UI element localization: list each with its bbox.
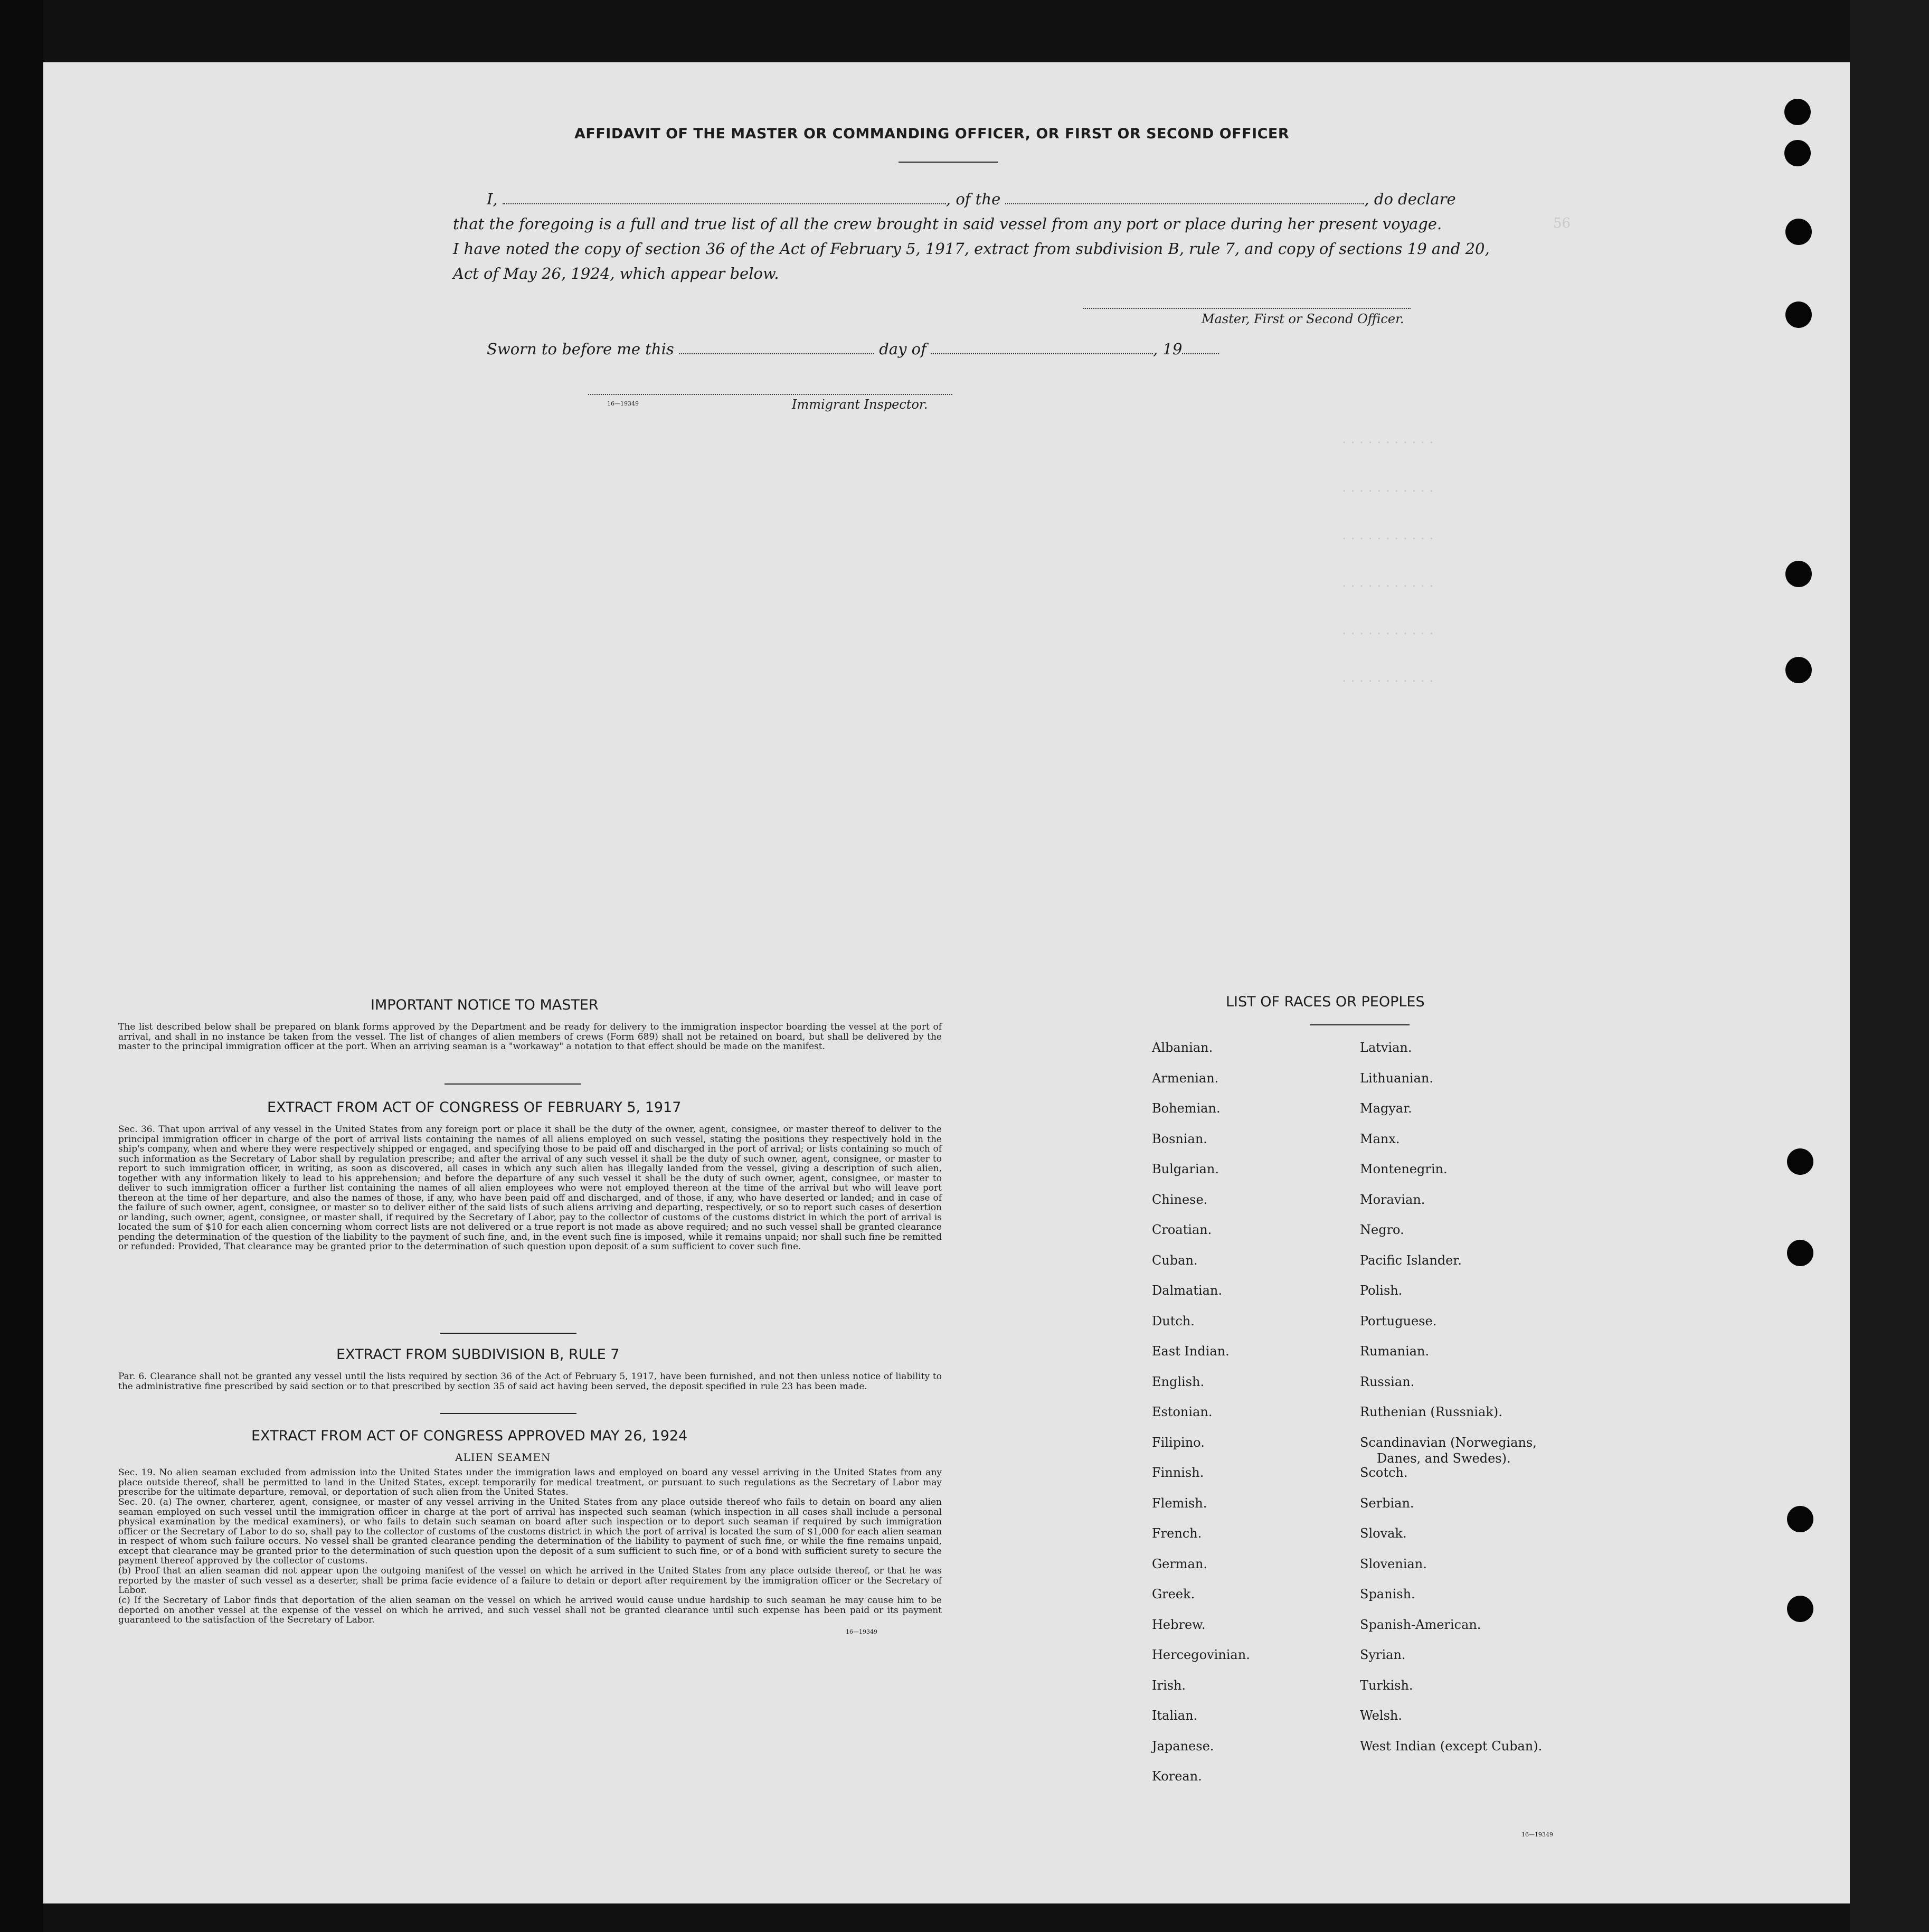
extract-rule7-title: EXTRACT FROM SUBDIVISION B, RULE 7 bbox=[336, 1346, 620, 1363]
affidavit-line-4: Act of May 26, 1924, which appear below. bbox=[453, 265, 779, 282]
inspector-signature-line[interactable] bbox=[588, 394, 952, 395]
races-title: LIST OF RACES OR PEOPLES bbox=[1226, 994, 1425, 1010]
race-item: Moravian. bbox=[1360, 1192, 1425, 1207]
extract-1917-title: EXTRACT FROM ACT OF CONGRESS OF FEBRUARY 5, 1917 bbox=[267, 1099, 682, 1116]
race-item: Rumanian. bbox=[1360, 1344, 1430, 1359]
race-item: Magyar. bbox=[1360, 1101, 1412, 1116]
race-item: Spanish. bbox=[1360, 1587, 1415, 1601]
race-item: Japanese. bbox=[1152, 1738, 1214, 1754]
punch-hole bbox=[1784, 140, 1811, 166]
affidavit-line-1 bbox=[487, 187, 1456, 212]
punch-hole bbox=[1787, 1596, 1813, 1622]
bleed-through-mark: . . . . . . . . . . . bbox=[1342, 622, 1434, 638]
punch-hole bbox=[1784, 99, 1811, 125]
race-item: Polish. bbox=[1360, 1283, 1403, 1298]
sworn-year: , 19 bbox=[1153, 340, 1183, 358]
scan-border-left bbox=[0, 0, 43, 1932]
race-item: Danes, and Swedes). bbox=[1377, 1450, 1511, 1466]
sworn-month-blank[interactable] bbox=[931, 343, 1153, 354]
race-item: French. bbox=[1152, 1526, 1202, 1541]
bleed-through-mark: . . . . . . . . . . . bbox=[1342, 670, 1434, 685]
race-item: Ruthenian (Russniak). bbox=[1360, 1405, 1502, 1419]
extract-1924-subtitle: ALIEN SEAMEN bbox=[455, 1451, 551, 1464]
race-item: Manx. bbox=[1360, 1131, 1400, 1146]
race-item: German. bbox=[1152, 1556, 1207, 1571]
bleed-through-mark: . . . . . . . . . . . bbox=[1342, 431, 1434, 447]
affidavit-declare: , do declare bbox=[1364, 190, 1456, 208]
affidavit-line-2: that the foregoing is a full and true list of all the crew brought in said vessel from any port or place during her present voyage. bbox=[453, 215, 1442, 233]
race-item: English. bbox=[1152, 1374, 1205, 1389]
race-item: Welsh. bbox=[1360, 1708, 1402, 1723]
bleed-through-mark: . . . . . . . . . . . bbox=[1342, 479, 1434, 495]
scan-border-right bbox=[1850, 0, 1929, 1932]
affidavit-title: AFFIDAVIT OF THE MASTER OR COMMANDING OFFICER, OR FIRST OR SECOND OFFICER bbox=[574, 126, 1290, 142]
race-item: Syrian. bbox=[1360, 1647, 1406, 1662]
master-name-blank[interactable] bbox=[503, 193, 946, 204]
extract-rule7-text: Par. 6. Clearance shall not be granted any vessel until the lists required by section 36 of the Act of February 5, 1917, have been furnished, and not then unless notice of liability to the administrative fine prescribed by said section or to that prescribed by section 35 of said act having been served, the deposit specified in rule 23 has been made. bbox=[118, 1371, 942, 1392]
extract-1924-form-number: 16—19349 bbox=[846, 1628, 877, 1635]
race-item: Latvian. bbox=[1360, 1040, 1412, 1055]
race-item: West Indian (except Cuban). bbox=[1360, 1738, 1543, 1754]
race-item: Greek. bbox=[1152, 1587, 1195, 1601]
race-item: Italian. bbox=[1152, 1708, 1198, 1723]
extract-1924-sec20c: (c) If the Secretary of Labor finds that deportation of the alien seaman on the vessel on which he arrived would cause undue hardship to such seaman he may cause him to be deported on another vessel at the expense of the vessel on which he arrived, and such vessel shall not be granted clearance until such expense has been paid or its payment guaranteed to the satisfaction of the Secretary of Labor. bbox=[118, 1595, 942, 1625]
punch-hole bbox=[1785, 657, 1812, 683]
extract-1917-divider bbox=[440, 1333, 576, 1334]
vessel-name-blank[interactable] bbox=[1005, 193, 1364, 204]
race-item: Serbian. bbox=[1360, 1495, 1414, 1511]
race-item: Bosnian. bbox=[1152, 1131, 1207, 1146]
races-form-number: 16—19349 bbox=[1521, 1831, 1553, 1838]
race-item: Scotch. bbox=[1360, 1465, 1408, 1480]
extract-1924-sec20a: Sec. 20. (a) The owner, charterer, agent, consignee, or master of any vessel arriving in the United States from any place outside thereof who fails to detain on board any alien seaman employed on such vessel until the immigration officer in charge at the port of arrival has inspected such seaman (which inspection in all cases shall include a personal physical examination by the medical examiners), or who fails to detain such seaman on board after such inspection or to deport such seaman if required by such immigration officer or the Secretary of Labor to do so, shall pay to the collector of customs of the customs district in which the port of arrival is located the sum of $1,000 for each alien seaman in respect of whom such failure occurs. No vessel shall be granted clearance pending the determination of the liability to payment of such fine, or while the fine remains unpaid, except that clearance may be granted prior to the determination of such question upon the deposit of a sum sufficient to such fine, or of a bond with sufficient surety to secure the payment thereof approved by the collector of customs. bbox=[118, 1497, 942, 1566]
extract-1924-sec20b: (b) Proof that an alien seaman did not appear upon the outgoing manifest of the vessel on which he arrived in the United States from any place outside thereof, or that he was reported by the master of such vessel as a deserter, shall be prima facie evidence of a failure to detain or deport after requirement by the immigration officer or the Secretary of Labor. bbox=[118, 1566, 942, 1596]
sworn-day-of: day of bbox=[879, 340, 926, 358]
punch-hole bbox=[1785, 561, 1812, 587]
race-item: Russian. bbox=[1360, 1374, 1415, 1389]
race-item: Croatian. bbox=[1152, 1222, 1212, 1237]
race-item: Bulgarian. bbox=[1152, 1162, 1219, 1176]
master-signature-label: Master, First or Second Officer. bbox=[1202, 312, 1404, 326]
race-item: Scandinavian (Norwegians, bbox=[1360, 1435, 1537, 1450]
affidavit-line-3: I have noted the copy of section 36 of the Act of February 5, 1917, extract from subdivision B, rule 7, and copy of sections 19 and 20, bbox=[453, 240, 1490, 258]
race-item: Filipino. bbox=[1152, 1435, 1205, 1450]
race-item: Korean. bbox=[1152, 1769, 1202, 1784]
notice-divider bbox=[445, 1083, 581, 1085]
race-item: Hercegovinian. bbox=[1152, 1647, 1250, 1662]
notice-title: IMPORTANT NOTICE TO MASTER bbox=[371, 997, 599, 1013]
affidavit-form-number: 16—19349 bbox=[607, 400, 639, 407]
punch-hole bbox=[1785, 301, 1812, 328]
race-item: Slovak. bbox=[1360, 1526, 1407, 1541]
extract-rule7-divider bbox=[440, 1413, 576, 1414]
races-divider bbox=[1310, 1024, 1410, 1025]
race-item: Flemish. bbox=[1152, 1495, 1207, 1511]
sworn-prefix: Sworn to before me this bbox=[487, 340, 674, 358]
manifest-page bbox=[43, 62, 1850, 1903]
race-item: Bohemian. bbox=[1152, 1101, 1221, 1116]
extract-1924-title: EXTRACT FROM ACT OF CONGRESS APPROVED MAY 26, 1924 bbox=[251, 1428, 688, 1444]
race-item: Dutch. bbox=[1152, 1313, 1195, 1328]
race-item: Finnish. bbox=[1152, 1465, 1204, 1480]
punch-hole bbox=[1787, 1506, 1813, 1532]
race-item: Dalmatian. bbox=[1152, 1283, 1223, 1298]
race-item: Pacific Islander. bbox=[1360, 1252, 1462, 1268]
race-item: Portuguese. bbox=[1360, 1313, 1437, 1328]
title-divider bbox=[899, 162, 998, 163]
punch-hole bbox=[1785, 219, 1812, 245]
race-item: Spanish-American. bbox=[1360, 1617, 1481, 1632]
race-item: East Indian. bbox=[1152, 1344, 1230, 1359]
master-signature-line[interactable] bbox=[1083, 308, 1411, 309]
race-item: Chinese. bbox=[1152, 1192, 1208, 1207]
race-item: Cuban. bbox=[1152, 1252, 1198, 1268]
notice-text: The list described below shall be prepared on blank forms approved by the Department and be ready for delivery to the immigration inspector boarding the vessel at the port of arrival, and shall in no instance be taken from the vessel. The list of changes of alien members of crews (Form 689) shall not be retained on board, but shall be delivered by the master to the principal immigration officer at the port. When an arriving seaman is a "workaway" a notation to that effect should be made on the manifest. bbox=[118, 1022, 942, 1052]
race-item: Hebrew. bbox=[1152, 1617, 1206, 1632]
race-item: Lithuanian. bbox=[1360, 1070, 1434, 1086]
race-item: Estonian. bbox=[1152, 1405, 1213, 1419]
punch-hole bbox=[1787, 1240, 1813, 1266]
race-item: Albanian. bbox=[1152, 1040, 1213, 1055]
race-item: Slovenian. bbox=[1360, 1556, 1427, 1571]
bleed-through-mark: . . . . . . . . . . . bbox=[1342, 574, 1434, 590]
bleed-through-mark: . . . . . . . . . . . bbox=[1342, 527, 1434, 543]
extract-1917-text: Sec. 36. That upon arrival of any vessel in the United States from any foreign port or place it shall be the duty of the owner, agent, consignee, or master thereof to deliver to the principal immigration officer in charge of the port of arrival lists containing the names of all aliens employed on such vessel, stating the positions they respectively hold in the ship's company, when and where they were respectively shipped or engaged, and specifying those to be paid off and discharged in the port of arrival; or lists containing so much of such information as the Secretary of Labor shall by regulation prescribe; and after the arrival of any such vessel it shall be the duty of such owner, agent, consignee, or master to report to such immigration officer, in writing, as soon as discovered, all cases in which any such alien has illegally landed from the vessel, giving a description of such alien, together with any information likely to lead to his apprehension; and before the departure of any such vessel it shall be the duty of such owner, agent, consignee, or master to deliver to such immigration officer a further list containing the names of all alien employees who were not employed thereon at the time of the arrival but who will leave port thereon at the time of her departure, and also the names of those, if any, who have been paid off and discharged, and of those, if any, who have deserted or landed; and in case of the failure of such owner, agent, consignee, or master so to deliver either of the said lists of such aliens arriving and departing, respectively, or so to report such cases of desertion or landing, such owner, agent, consignee, or master shall, if required by the Secretary of Labor, pay to the collector of customs of the customs district in which the port of arrival is located the sum of $10 for each alien concerning whom correct lists are not delivered or a true report is not made as above required; and no such vessel shall be granted clearance pending the determination of the question of the liability to the payment of such fine, and, in the event such fine is imposed, while it remains unpaid; nor shall such fine be remitted or refunded: Provided, That clearance may be granted prior to the determination of such question upon deposit of a sum sufficient to cover such fine. bbox=[118, 1124, 942, 1252]
sworn-year-blank[interactable] bbox=[1182, 343, 1219, 354]
inspector-label: Immigrant Inspector. bbox=[792, 397, 928, 412]
race-item: Montenegrin. bbox=[1360, 1162, 1448, 1176]
extract-1924-sec19: Sec. 19. No alien seaman excluded from admission into the United States under the immigration laws and employed on board any vessel arriving in the United States from any place outside thereof, shall be permitted to land in the United States, except temporarily for medical treatment, or pursuant to such regulations as the Secretary of Labor may prescribe for the ultimate departure, removal, or deportation of such alien from the United States. bbox=[118, 1467, 942, 1497]
race-item: Irish. bbox=[1152, 1677, 1186, 1693]
race-item: Armenian. bbox=[1152, 1070, 1219, 1086]
sworn-day-blank[interactable] bbox=[679, 343, 874, 354]
sworn-line bbox=[487, 337, 1219, 362]
affidavit-i: I, bbox=[487, 190, 498, 208]
punch-hole bbox=[1787, 1148, 1813, 1175]
bleed-through-mark: 56 bbox=[1553, 215, 1571, 231]
race-item: Negro. bbox=[1360, 1222, 1404, 1237]
affidavit-of-the: , of the bbox=[945, 190, 1001, 208]
race-item: Turkish. bbox=[1360, 1677, 1413, 1693]
